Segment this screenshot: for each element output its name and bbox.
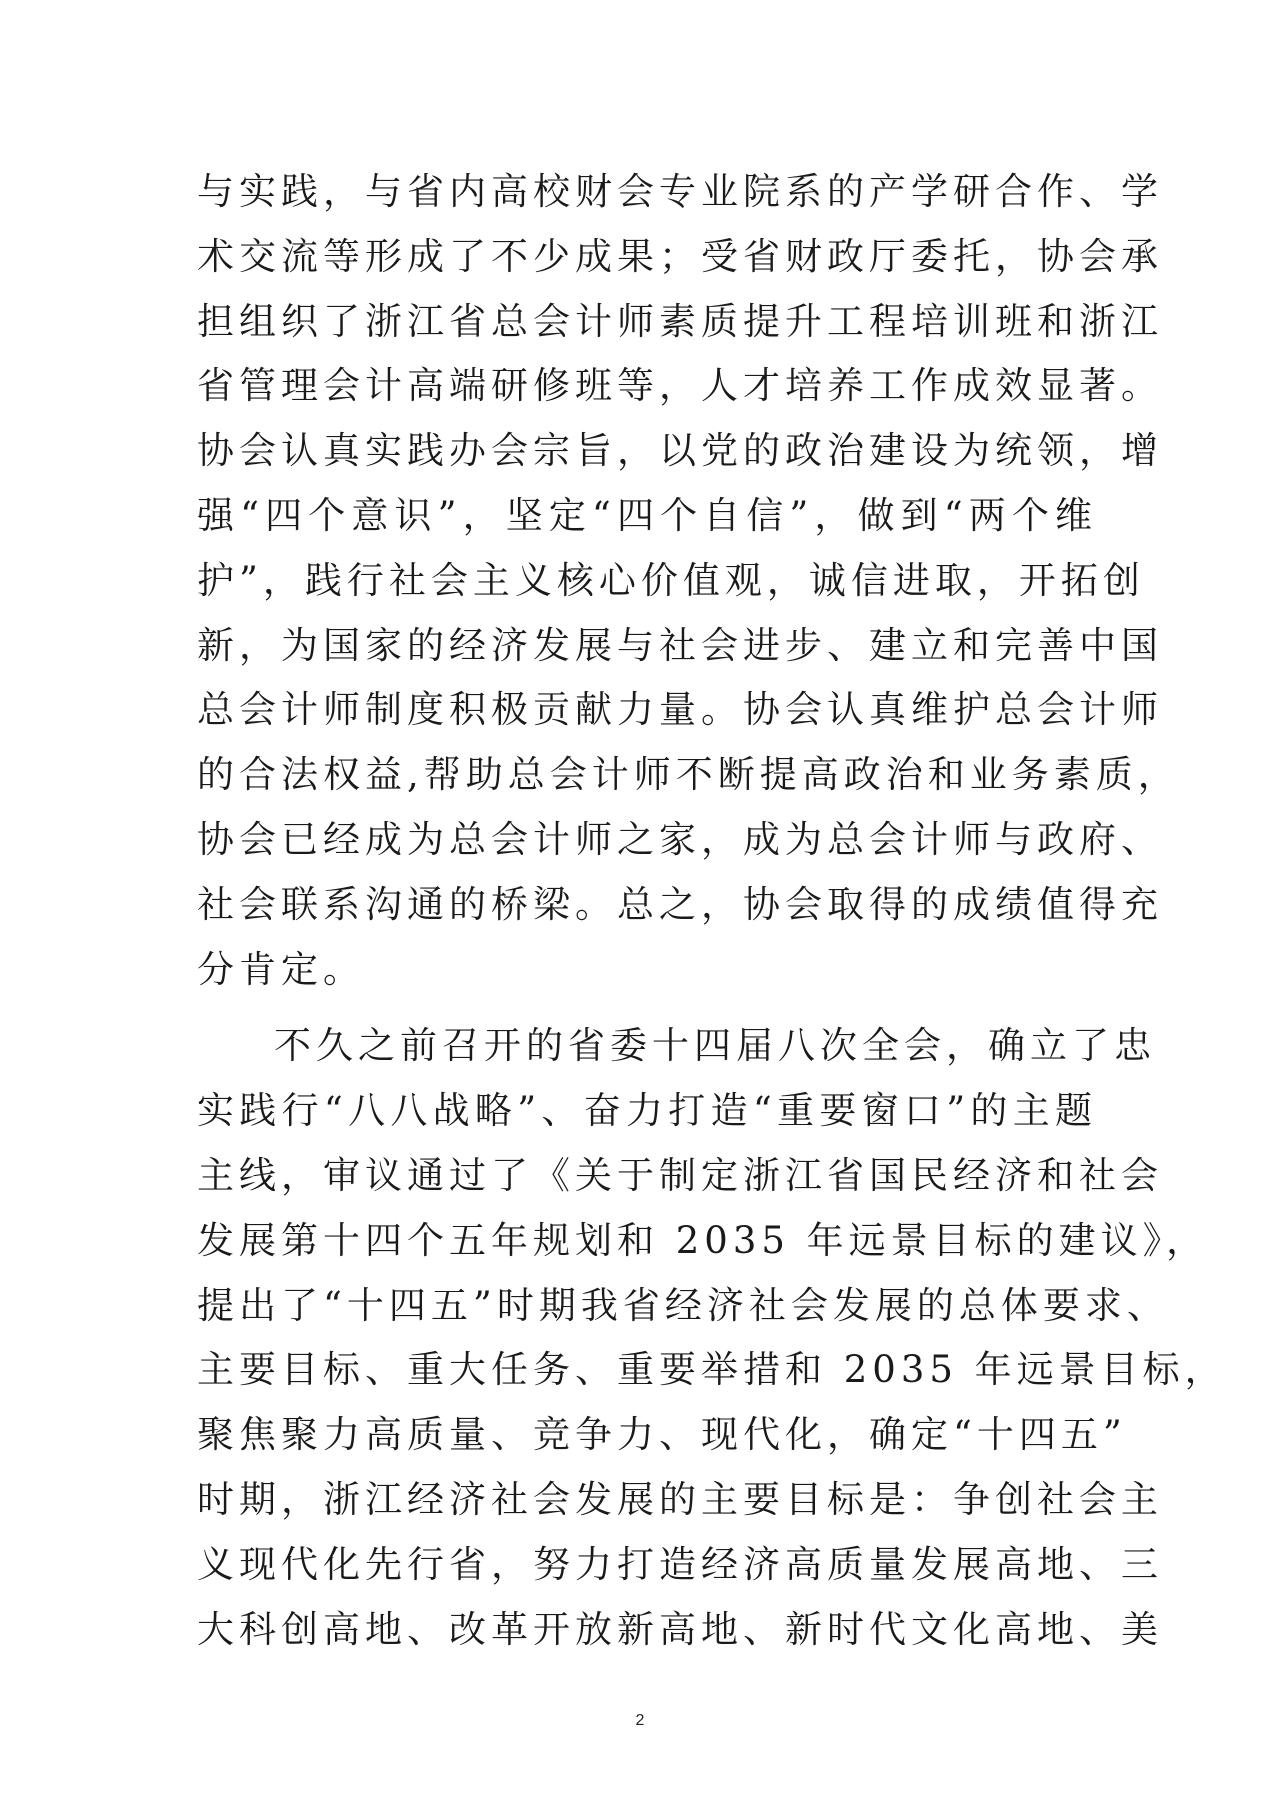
text-line: 新，为国家的经济发展与社会进步、建立和完善中国: [197, 623, 1163, 667]
text-line: 主要目标、重大任务、重要举措和 2035 年远景目标，: [197, 1348, 1227, 1392]
text-line: 协会已经成为总会计师之家，成为总会计师与政府、: [197, 817, 1163, 861]
text-line: 协会认真实践办会宗旨，以党的政治建设为统领，增: [197, 429, 1163, 473]
text-line: 提出了“十四五”时期我省经济社会发展的总体要求、: [197, 1283, 1169, 1327]
text-line: 担组织了浙江省总会计师素质提升工程培训班和浙江: [197, 299, 1163, 343]
text-line: 聚焦聚力高质量、竞争力、现代化，确定“十四五”: [197, 1413, 1127, 1457]
text-line: 不久之前召开的省委十四届八次全会，确立了忠: [274, 1024, 1156, 1068]
text-line: 分肯定。: [197, 947, 365, 991]
paragraph: [197, 1014, 1227, 1662]
text-line: 大科创高地、改革开放新高地、新时代文化高地、美: [197, 1607, 1163, 1651]
text-line: 总会计师制度积极贡献力量。协会认真维护总会计师: [197, 688, 1163, 732]
text-line: 主线，审议通过了《关于制定浙江省国民经济和社会: [197, 1153, 1163, 1197]
text-line: 强“四个意识”，坚定“四个自信”，做到“两个维: [197, 493, 1097, 537]
text-line: 的合法权益,帮助总会计师不断提高政治和业务素质，: [197, 753, 1180, 797]
paragraph: [197, 160, 1180, 1002]
text-line: 实践行“八八战略”、奋力打造“重要窗口”的主题: [197, 1089, 1097, 1133]
body-text: [197, 160, 1227, 1662]
page-number: 2: [635, 1712, 645, 1729]
text-line: 省管理会计高端研修班等，人才培养工作成效显著。: [197, 364, 1163, 408]
paragraph-gap: [197, 1002, 1097, 1014]
text-line: 发展第十四个五年规划和 2035 年远景目标的建议》，: [197, 1218, 1209, 1262]
text-line: 义现代化先行省，努力打造经济高质量发展高地、三: [197, 1542, 1163, 1586]
text-line: 与实践，与省内高校财会专业院系的产学研合作、学: [197, 170, 1163, 213]
text-line: 术交流等形成了不少成果；受省财政厅委托，协会承: [197, 234, 1163, 278]
text-line: 时期，浙江经济社会发展的主要目标是：争创社会主: [197, 1477, 1163, 1521]
text-line: 社会联系沟通的桥梁。总之，协会取得的成绩值得充: [197, 882, 1163, 926]
text-line: 护”，践行社会主义核心价值观，诚信进取，开拓创: [197, 558, 1145, 602]
